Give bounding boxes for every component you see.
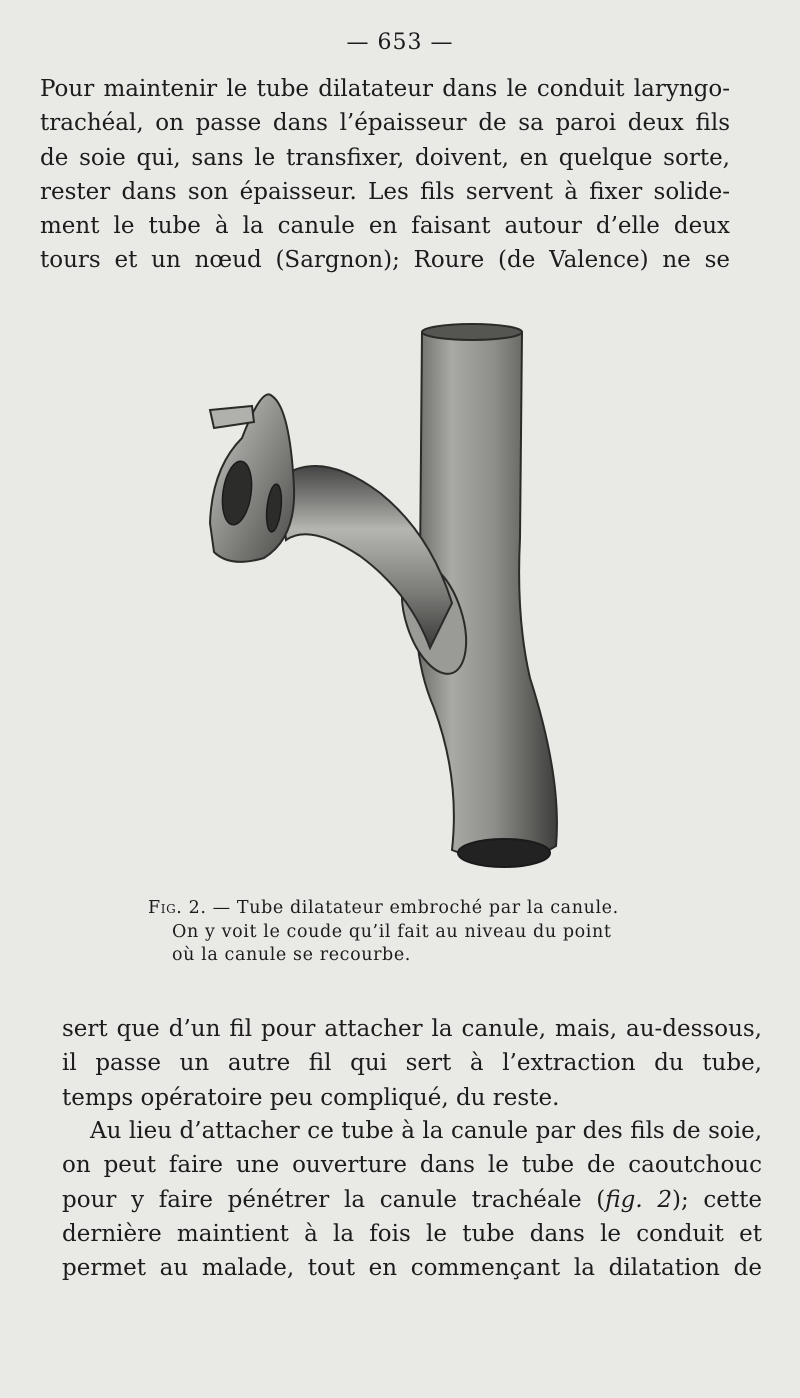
caption-line bbox=[148, 897, 668, 921]
figure-reference: fig. 2 bbox=[605, 1186, 672, 1213]
text-line: rester dans son épaisseur. Les fils servent à fixer solide- bbox=[40, 178, 730, 205]
text-line: ment le tube à la canule en faisant autour d’elle deux bbox=[40, 213, 730, 240]
text-line: de soie qui, sans le transfixer, doivent, en quelque sorte, bbox=[40, 144, 730, 171]
text-line: sert que d’un fil pour attacher la canule, mais, au-dessous, bbox=[62, 1016, 762, 1042]
caption-line: On y voit le coude qu’il fait au niveau du point bbox=[172, 921, 612, 942]
text-fragment: ); cette bbox=[671, 1186, 762, 1213]
paragraph-top bbox=[40, 72, 730, 278]
text-line bbox=[62, 1183, 762, 1217]
paragraph-middle bbox=[62, 1012, 762, 1115]
text-line: permet au malade, tout en commençant la dilatation de bbox=[62, 1255, 762, 1282]
text-line: il passe un autre fil qui sert à l’extraction du tube, bbox=[62, 1050, 762, 1077]
text-line: Pour maintenir le tube dilatateur dans le conduit laryngo- bbox=[40, 76, 730, 102]
text-fragment: pour y faire pénétrer la canule trachéale ( bbox=[62, 1186, 606, 1213]
text-line: temps opératoire peu compliqué, du reste. bbox=[62, 1084, 560, 1111]
caption-line: où la canule se recourbe. bbox=[172, 945, 411, 965]
text-line: trachéal, on passe dans l’épaisseur de sa paroi deux fils bbox=[40, 110, 730, 137]
tube-illustration bbox=[190, 318, 590, 878]
text-line: on peut faire une ouverture dans le tube de caoutchouc bbox=[62, 1152, 762, 1179]
figure-label: Fig. 2. bbox=[148, 898, 207, 918]
figure-caption bbox=[148, 897, 668, 968]
text-line: Au lieu d’attacher ce tube à la canule par des fils de soie, bbox=[90, 1118, 762, 1144]
page-number: — 653 — bbox=[346, 30, 454, 55]
text-line: dernière maintient à la fois le tube dans le conduit et bbox=[62, 1220, 762, 1247]
paragraph-bottom bbox=[62, 1114, 762, 1285]
tube-top-opening bbox=[422, 324, 522, 340]
text-line: tours et un nœud (Sargnon); Roure (de Valence) ne se bbox=[40, 247, 730, 274]
caption-text: — Tube dilatateur embroché par la canule. bbox=[206, 898, 619, 918]
tube-bottom-opening bbox=[458, 839, 550, 867]
